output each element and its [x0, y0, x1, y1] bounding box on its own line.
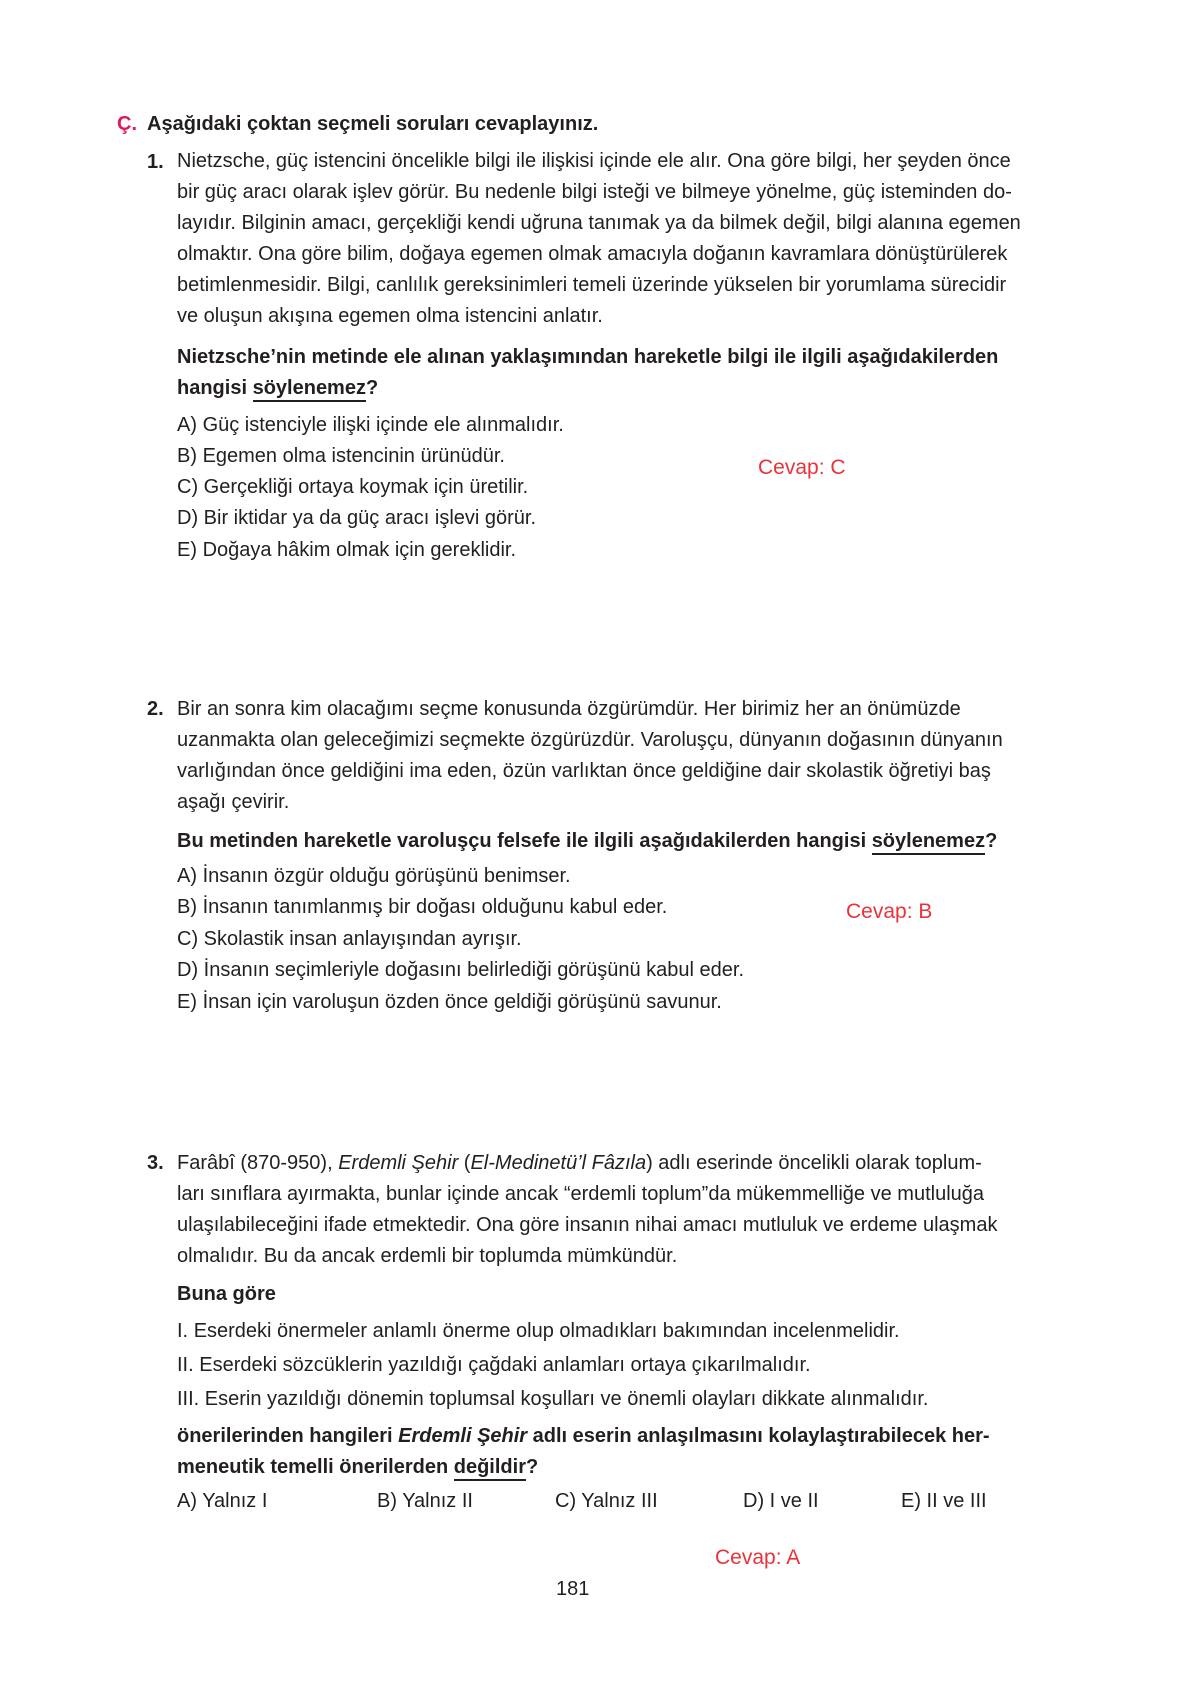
option-e[interactable] [177, 539, 516, 562]
question-2-passage [177, 694, 1032, 818]
statement-text: Eserdeki sözcüklerin yazıldığı çağdaki anlamları ortaya çıkarılmalıdır. [199, 1354, 811, 1376]
stem-text: meneutik temelli önerilerden [177, 1456, 454, 1478]
option-letter: C) [177, 476, 199, 498]
option-c[interactable] [177, 476, 528, 499]
negation-word: söylenemez [872, 830, 985, 855]
page-number: 181 [556, 1578, 590, 1600]
question-1-answer: Cevap: C [758, 456, 846, 479]
option-d[interactable]: D) I ve II [743, 1490, 819, 1512]
stem-text: Bu metinden hareketle varoluşçu felsefe ile ilgili aşağıdakilerden hangisi [177, 830, 872, 852]
passage-line: uzanmakta olan geleceğimizi seçmekte özgürüzdür. Varoluşçu, dünyanın doğasının dünyanın [177, 729, 1003, 751]
option-a[interactable] [177, 865, 571, 888]
stem-text: ? [985, 830, 998, 852]
statement-text: Eserin yazıldığı dönemin toplumsal koşulları ve önemli olayları dikkate alınmalıdır. [204, 1388, 929, 1410]
negation-word: değildir [454, 1456, 526, 1481]
negation-word: söylenemez [253, 377, 366, 402]
work-original-title: El-Medinetü’l Fâzıla [470, 1152, 647, 1174]
option-text: Gerçekliği ortaya koymak için üretilir. [203, 476, 529, 498]
question-1-stem [177, 342, 1032, 404]
option-letter: C) [177, 928, 199, 950]
option-letter: D) [177, 507, 199, 529]
option-text: İnsan için varoluşun özden önce geldiği görüşünü savunur. [202, 991, 722, 1013]
option-text: İnsanın tanımlanmış bir doğası olduğunu kabul eder. [202, 896, 668, 918]
option-c[interactable] [177, 928, 522, 951]
passage-line: varlığından önce geldiğini ima eden, özün varlıktan önce geldiğine dair skolastik öğretiyi baş [177, 760, 991, 782]
option-letter: D) [177, 959, 199, 981]
passage-text: ( [458, 1152, 471, 1174]
option-letter: B) [177, 445, 197, 467]
stem-line: Nietzsche’nin metinde ele alınan yaklaşımından hareketle bilgi ile ilgili aşağıdakilerden [177, 346, 999, 368]
option-a[interactable] [177, 414, 564, 437]
option-text: Egemen olma istencinin ürünüdür. [202, 445, 505, 467]
passage-line: ulaşılabileceğini ifade etmektedir. Ona göre insanın nihai amacı mutluluk ve erdeme ulaşmak [177, 1214, 998, 1236]
stem-line [177, 1421, 1032, 1452]
question-2-number: 2. [147, 698, 164, 720]
passage-line: layıdır. Bilginin amacı, gerçekliği kendi uğruna tanımak ya da bilmek değil, bilgi alanına egemen [177, 212, 1021, 234]
stem-text: ? [525, 1456, 539, 1478]
passage-line: bir güç aracı olarak işlev görür. Bu nedenle bilgi isteği ve bilmeye yönelme, güç isteminden do- [177, 181, 1012, 203]
passage-line [177, 1148, 1032, 1179]
stem-line [177, 373, 1032, 404]
statement-i [177, 1320, 900, 1343]
section-letter: Ç. [117, 113, 137, 135]
stem-text: hangisi [177, 377, 253, 399]
statement-number: III. [177, 1388, 200, 1410]
option-c[interactable]: C) Yalnız III [555, 1490, 658, 1512]
option-b[interactable] [177, 896, 667, 919]
question-1-number: 1. [147, 151, 164, 173]
option-d[interactable] [177, 507, 536, 530]
option-text: Skolastik insan anlayışından ayrışır. [203, 928, 522, 950]
question-1-passage [177, 146, 1032, 332]
passage-line: Bir an sonra kim olacağımı seçme konusunda özgürümdür. Her birimiz her an önümüzde [177, 698, 961, 720]
question-2-stem [177, 826, 1032, 857]
passage-line: olmaktır. Ona göre bilim, doğaya egemen olmak amacıyla doğanın kavramlara dönüştürülerek [177, 243, 1008, 265]
statement-text: Eserdeki önermeler anlamlı önerme olup olmadıkları bakımından incelenmelidir. [193, 1320, 900, 1342]
option-letter: A) [177, 865, 197, 887]
passage-line: olmalıdır. Bu da ancak erdemli bir toplumda mümkündür. [177, 1245, 678, 1267]
option-text: İnsanın özgür olduğu görüşünü benimser. [202, 865, 571, 887]
passage-text: Farâbî (870-950), [177, 1152, 339, 1174]
stem-text: ? [365, 377, 379, 399]
passage-line: ve oluşun akışına egemen olma istencini anlatır. [177, 305, 603, 327]
stem-text: önerilerinden hangileri [177, 1425, 399, 1447]
stem-line [177, 1452, 1032, 1483]
stem-text: adlı eserin anlaşılmasını kolaylaştırabilecek her- [527, 1425, 990, 1447]
statement-number: I. [177, 1320, 189, 1342]
option-letter: E) [177, 991, 197, 1013]
option-text: Doğaya hâkim olmak için gereklidir. [202, 539, 517, 561]
question-3-stem [177, 1421, 1032, 1483]
option-text: İnsanın seçimleriyle doğasını belirlediği görüşünü kabul eder. [203, 959, 744, 981]
passage-line: Nietzsche, güç istencini öncelikle bilgi ile ilişkisi içinde ele alır. Ona göre bilgi, her şeyden önce [177, 150, 1011, 172]
statement-number: II. [177, 1354, 194, 1376]
work-title: Erdemli Şehir [338, 1152, 459, 1174]
section-title: Aşağıdaki çoktan seçmeli soruları cevaplayınız. [147, 113, 599, 135]
option-e[interactable] [177, 991, 722, 1014]
question-3-lead: Buna göre [177, 1283, 276, 1305]
passage-line: ları sınıflara ayırmakta, bunlar içinde ancak “erdemli toplum”da mükemmelliğe ve mutluluğa [177, 1183, 985, 1205]
passage-text: ) adlı eserinde öncelikli olarak toplum- [646, 1152, 982, 1174]
option-letter: E) [177, 539, 197, 561]
question-3-number: 3. [147, 1152, 164, 1174]
passage-line: betimlenmesidir. Bilgi, canlılık gereksinimleri temeli üzerinde yükselen bir yorumlama sürecidir [177, 274, 1007, 296]
question-2-answer: Cevap: B [846, 900, 933, 923]
option-letter: A) [177, 414, 197, 436]
option-e[interactable]: E) II ve III [901, 1490, 987, 1512]
option-text: Bir iktidar ya da güç aracı işlevi görür. [203, 507, 537, 529]
option-text: Güç istenciyle ilişki içinde ele alınmalıdır. [202, 414, 564, 436]
option-b[interactable]: B) Yalnız II [377, 1490, 473, 1512]
option-a[interactable]: A) Yalnız I [177, 1490, 268, 1512]
question-3-answer: Cevap: A [715, 1546, 801, 1569]
passage-line: aşağı çevirir. [177, 791, 290, 813]
option-d[interactable] [177, 959, 744, 982]
question-3-passage [177, 1148, 1032, 1272]
option-letter: B) [177, 896, 197, 918]
option-b[interactable] [177, 445, 505, 468]
statement-ii [177, 1354, 811, 1377]
statement-iii [177, 1388, 928, 1411]
work-title: Erdemli Şehir [398, 1425, 528, 1447]
